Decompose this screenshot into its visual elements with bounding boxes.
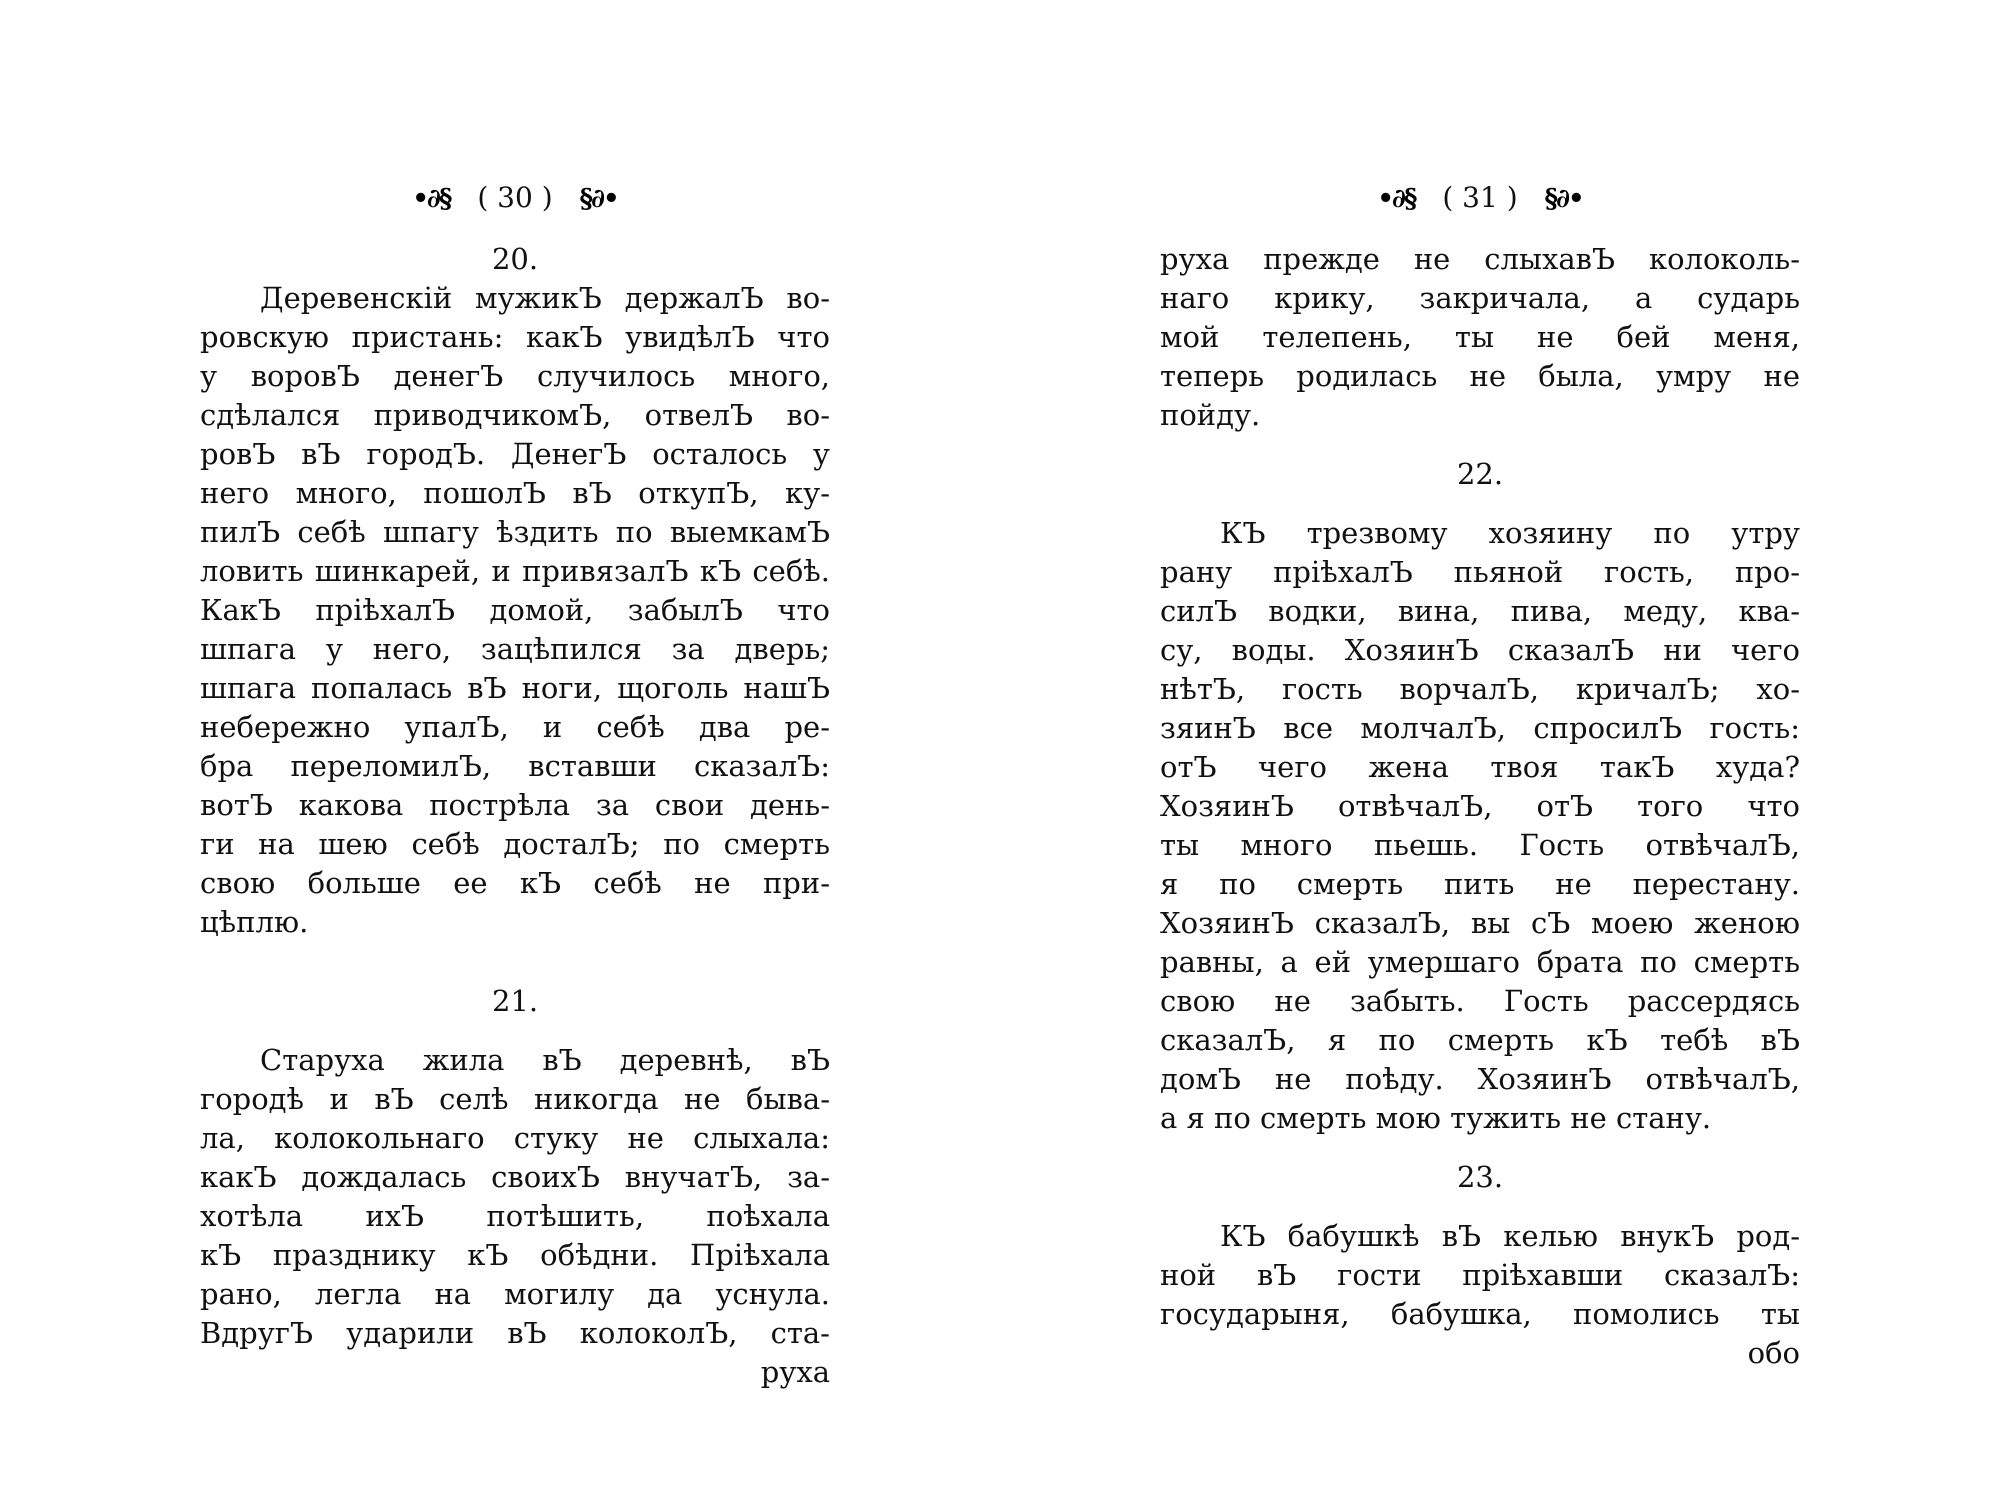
story-number-23: 23. xyxy=(1456,1160,1504,1194)
page-header-left xyxy=(200,178,830,219)
text-line: су, воды. ХозяинЪ сказалЪ ни чего xyxy=(1160,633,1800,667)
text-line: небережно упалЪ, и себѣ два ре- xyxy=(200,710,830,744)
text-line: свою не забыть. Гость рассердясь xyxy=(1160,984,1800,1018)
text-line: теперь родилась не была, умру не xyxy=(1160,359,1800,393)
text-line: цѣплю. xyxy=(200,905,309,939)
text-line: КЪ бабушкѣ вЪ келью внукЪ род- xyxy=(1220,1219,1800,1253)
text-line: силЪ водки, вина, пива, меду, ква- xyxy=(1160,594,1800,628)
text-line: равны, а ей умершаго брата по смерть xyxy=(1160,945,1800,979)
text-line: него много, пошолЪ вЪ откупЪ, ку- xyxy=(200,476,830,510)
text-line: какЪ дождалась своихЪ внучатЪ, за- xyxy=(200,1160,830,1194)
text-line: ги на шею себѣ досталЪ; по смерть xyxy=(200,827,830,861)
text-line: а я по смерть мою тужить не стану. xyxy=(1160,1101,1712,1135)
left-page xyxy=(200,0,830,1505)
text-line: шпага у него, зацѣпился за дверь; xyxy=(200,632,830,666)
text-line: ХозяинЪ отвѣчалЪ, отЪ того что xyxy=(1160,789,1800,823)
story-21-continued xyxy=(1160,240,1800,435)
text-line: наго крику, закричала, а сударь xyxy=(1160,281,1800,315)
header-ornament-right: §∂• xyxy=(579,184,618,214)
page-number-right: ( 31 ) xyxy=(1442,181,1518,214)
page-number-left: ( 30 ) xyxy=(477,181,553,214)
story-20 xyxy=(200,279,830,942)
story-number-22: 22. xyxy=(1456,457,1504,491)
text-line: ной вЪ гости пріѣхавши сказалЪ: xyxy=(1160,1258,1800,1292)
text-line: свою больше ее кЪ себѣ не при- xyxy=(200,866,830,900)
text-line: мой телепень, ты не бей меня, xyxy=(1160,320,1800,354)
story-number-20: 20. xyxy=(491,242,539,276)
text-line: Старуха жила вЪ деревнѣ, вЪ xyxy=(260,1043,830,1077)
text-line: государыня, бабушка, помолись ты xyxy=(1160,1297,1800,1331)
text-line: ВдругЪ ударили вЪ колоколЪ, ста- xyxy=(200,1316,830,1350)
text-line: хотѣла ихЪ потѣшить, поѣхала xyxy=(200,1199,830,1233)
text-line: пилЪ себѣ шпагу ѣздить по выемкамЪ xyxy=(200,515,830,549)
text-line: отЪ чего жена твоя такЪ худа? xyxy=(1160,750,1800,784)
header-ornament-right: §∂• xyxy=(1544,184,1583,214)
text-line: рану пріѣхалЪ пьяной гость, про- xyxy=(1160,555,1800,589)
catchword: обо xyxy=(1747,1336,1800,1370)
right-page xyxy=(1160,0,1800,1505)
text-line: КЪ трезвому хозяину по утру xyxy=(1220,516,1800,550)
text-line: нѣтЪ, гость ворчалЪ, кричалЪ; хо- xyxy=(1160,672,1800,706)
text-line: зяинЪ все молчалЪ, спросилЪ гость: xyxy=(1160,711,1800,745)
text-line: сдѣлался приводчикомЪ, отвелЪ во- xyxy=(200,398,830,432)
text-line: бра переломилЪ, вставши сказалЪ: xyxy=(200,749,830,783)
left-page-body xyxy=(200,240,830,1392)
text-line: городѣ и вЪ селѣ никогда не быва- xyxy=(200,1082,830,1116)
text-line: ровЪ вЪ городЪ. ДенегЪ осталось у xyxy=(200,437,830,471)
text-line: я по смерть пить не перестану. xyxy=(1160,867,1800,901)
text-line: Деревенскій мужикЪ держалЪ во- xyxy=(260,281,830,315)
story-21 xyxy=(200,1041,830,1392)
text-line: ты много пьешь. Гость отвѣчалЪ, xyxy=(1160,828,1800,862)
text-line: ла, колокольнаго стуку не слыхала: xyxy=(200,1121,830,1155)
text-line: домЪ не поѣду. ХозяинЪ отвѣчалЪ, xyxy=(1160,1062,1800,1096)
text-line: сказалЪ, я по смерть кЪ тебѣ вЪ xyxy=(1160,1023,1800,1057)
text-line: вотЪ какова пострѣла за свои день- xyxy=(200,788,830,822)
text-line: пойду. xyxy=(1160,398,1261,432)
header-ornament-left: •∂§ xyxy=(1377,184,1416,214)
text-line: КакЪ пріѣхалЪ домой, забылЪ что xyxy=(200,593,830,627)
text-line: ХозяинЪ сказалЪ, вы сЪ моею женою xyxy=(1160,906,1800,940)
text-line: шпага попалась вЪ ноги, щоголь нашЪ xyxy=(200,671,830,705)
right-page-body xyxy=(1160,240,1800,1373)
text-line: ловить шинкарей, и привязалЪ кЪ себѣ. xyxy=(200,554,830,588)
header-ornament-left: •∂§ xyxy=(412,184,451,214)
text-line: у воровЪ денегЪ случилось много, xyxy=(200,359,830,393)
catchword: руха xyxy=(760,1355,830,1389)
text-line: кЪ празднику кЪ обѣдни. Пріѣхала xyxy=(200,1238,830,1272)
story-number-21: 21. xyxy=(491,984,539,1018)
text-line: ровскую пристань: какЪ увидѣлЪ что xyxy=(200,320,830,354)
text-line: руха прежде не слыхавЪ колоколь- xyxy=(1160,242,1800,276)
text-line: рано, легла на могилу да уснула. xyxy=(200,1277,830,1311)
story-22 xyxy=(1160,514,1800,1138)
page-header-right xyxy=(1160,178,1800,219)
story-23 xyxy=(1160,1217,1800,1373)
